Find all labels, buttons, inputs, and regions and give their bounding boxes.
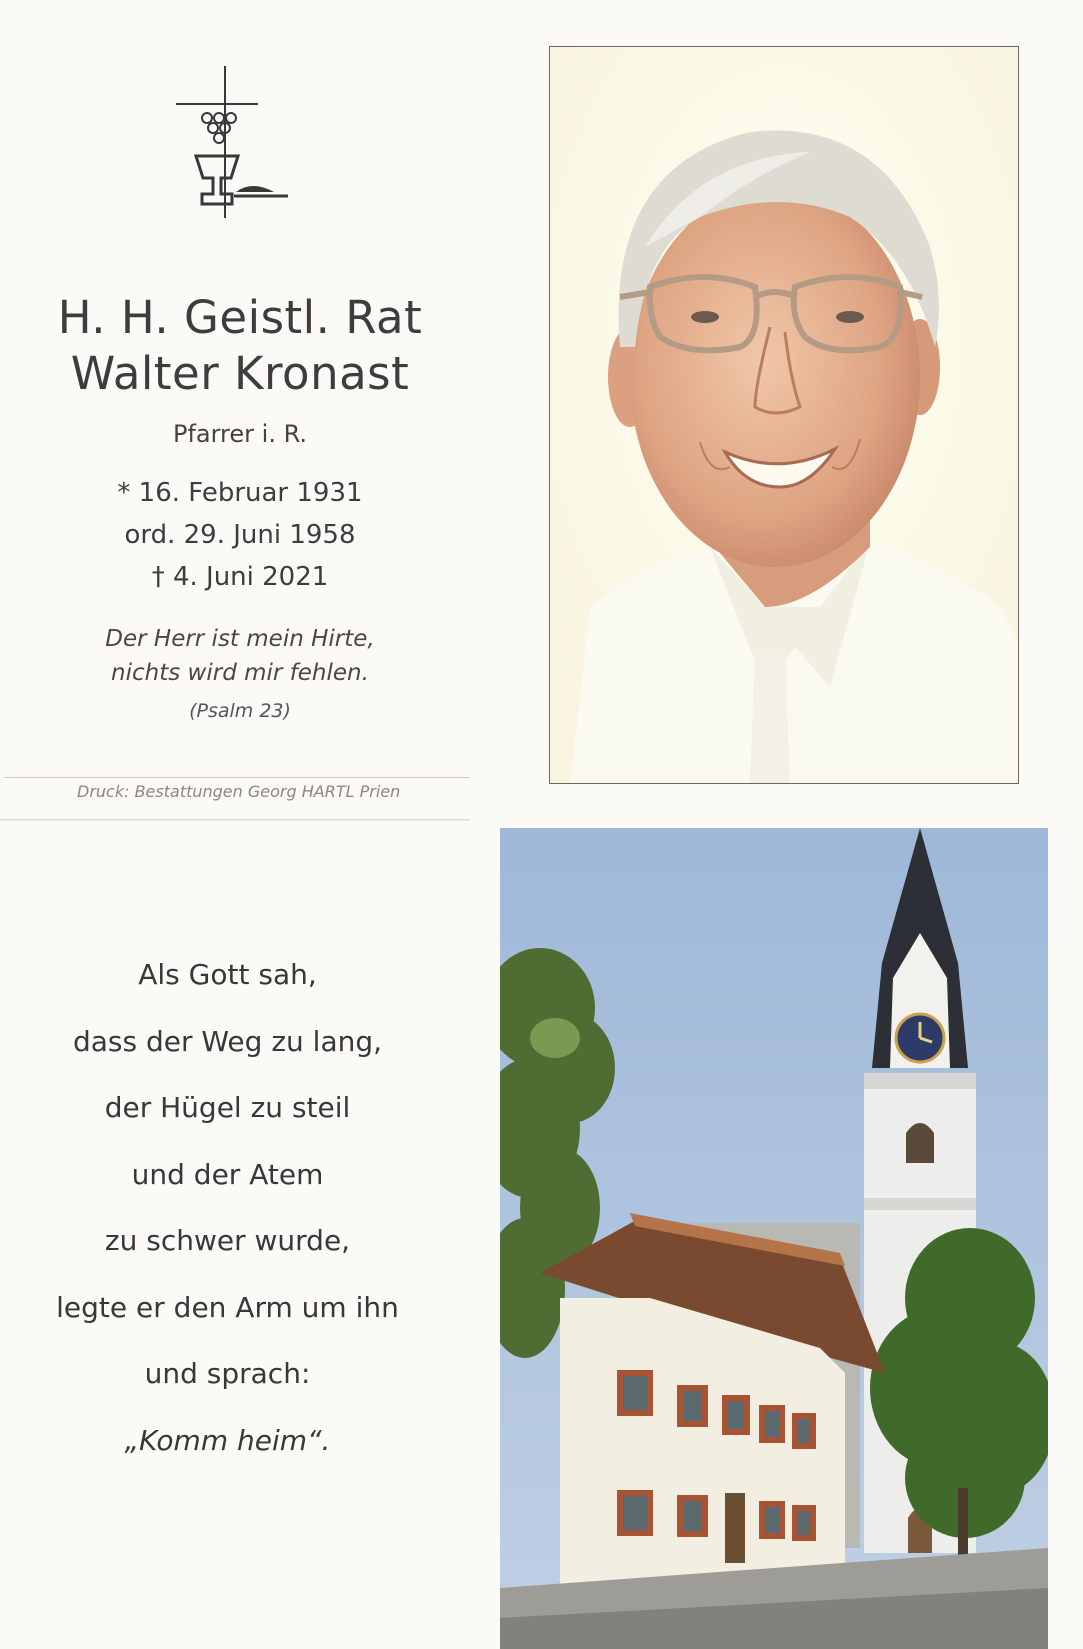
death-date: † 4. Juni 2021 bbox=[151, 562, 329, 592]
poem-line: und der Atem bbox=[131, 1157, 324, 1191]
verse-line: Der Herr ist mein Hirte, bbox=[105, 626, 375, 652]
poem-line: und sprach: bbox=[144, 1357, 311, 1390]
obituary-text bbox=[0, 290, 480, 728]
chalice-grapes-cross-icon bbox=[176, 66, 301, 236]
poem-line-final: „Komm heim“. bbox=[124, 1423, 331, 1457]
poem bbox=[0, 942, 455, 1474]
birth-date: * 16. Februar 1931 bbox=[117, 478, 363, 508]
psalm-verse bbox=[0, 622, 480, 728]
poem-line: Als Gott sah, bbox=[138, 958, 317, 991]
obituary-card-back bbox=[0, 820, 1083, 1649]
portrait-photo bbox=[549, 46, 1019, 784]
poem-line: dass der Weg zu lang, bbox=[72, 1024, 383, 1058]
print-credit: Druck: Bestattungen Georg HARTL Prien bbox=[77, 782, 401, 801]
poem-line: legte er den Arm um ihn bbox=[56, 1290, 399, 1324]
church-photo bbox=[500, 828, 1048, 1649]
verse-reference: (Psalm 23) bbox=[189, 700, 291, 722]
deceased-name: Walter Kronast bbox=[70, 347, 410, 400]
clerical-title: Pfarrer i. R. bbox=[172, 420, 308, 448]
church-image bbox=[500, 828, 1048, 1649]
divider bbox=[4, 777, 470, 778]
honorific-title: H. H. Geistl. Rat bbox=[57, 291, 423, 344]
poem-line: zu schwer wurde, bbox=[104, 1224, 351, 1257]
life-dates bbox=[0, 472, 480, 598]
poem-line: der Hügel zu steil bbox=[104, 1091, 351, 1124]
ordination-date: ord. 29. Juni 1958 bbox=[124, 520, 356, 550]
obituary-card-front bbox=[0, 0, 1083, 820]
verse-line: nichts wird mir fehlen. bbox=[111, 660, 369, 686]
portrait-image bbox=[550, 47, 1019, 784]
